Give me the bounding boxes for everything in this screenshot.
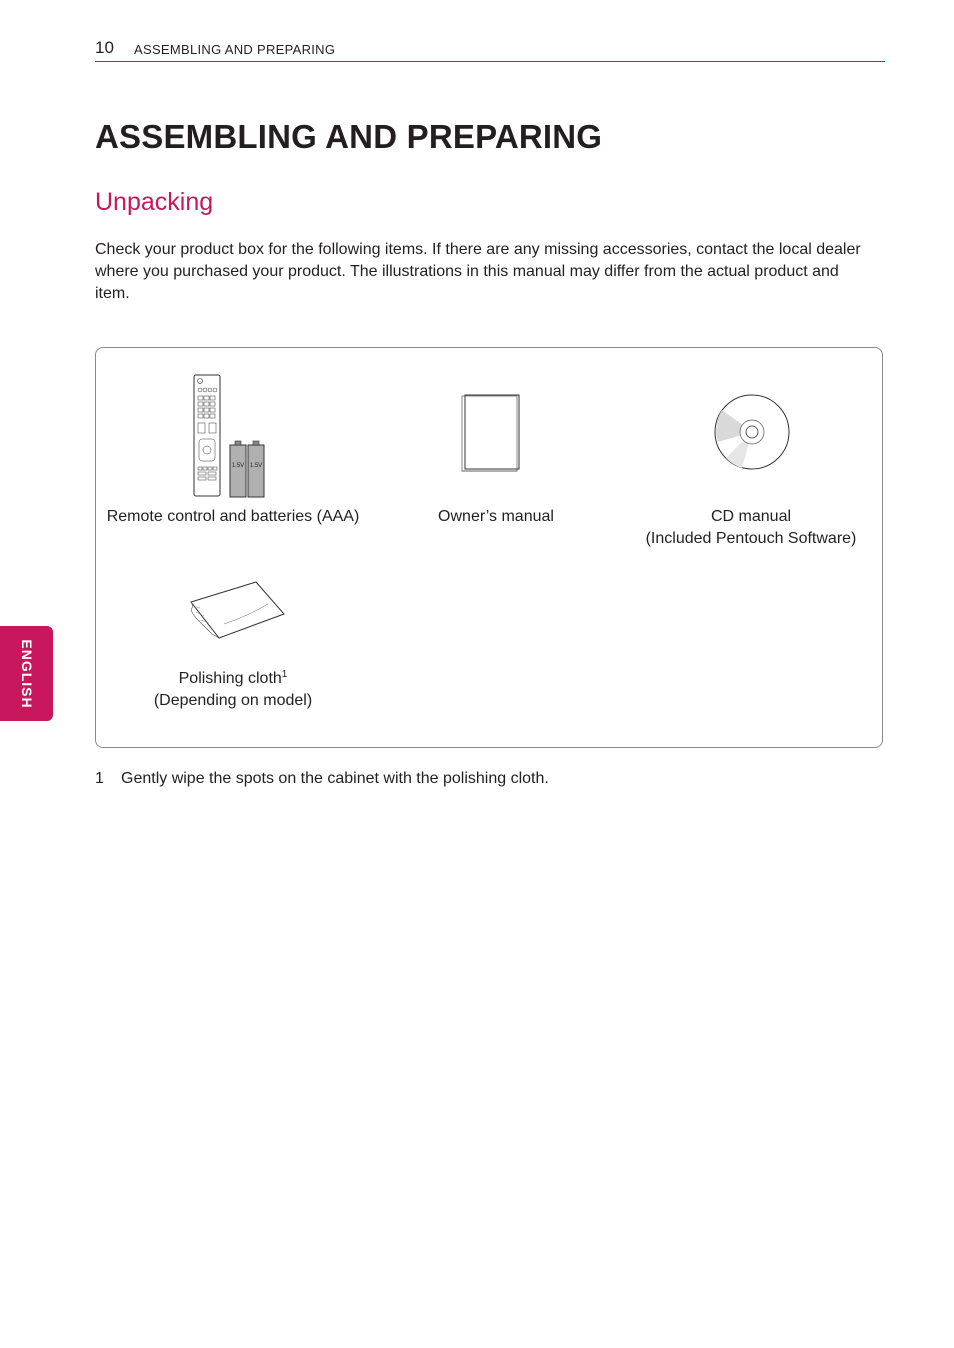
footnote — [95, 770, 549, 788]
section-title: Unpacking — [95, 188, 214, 216]
footnote-text: Gently wipe the spots on the cabinet with the polishing cloth. — [121, 770, 549, 787]
owners-manual-caption — [396, 506, 596, 528]
cd-disc-icon — [712, 392, 792, 472]
cd-manual-caption-line1: CD manual — [710, 508, 792, 525]
language-label: ENGLISH — [18, 638, 35, 709]
footnote-number: 1 — [95, 770, 104, 787]
footnote-marker: 1 — [281, 669, 288, 680]
header-rule — [95, 61, 885, 62]
polishing-cloth-icon — [188, 580, 286, 642]
owners-manual-caption-text: Owner’s manual — [438, 508, 554, 525]
polishing-cloth-caption — [120, 668, 346, 712]
battery-voltage-label: 1.5V — [231, 463, 245, 469]
polishing-cloth-caption-line2: (Depending on model) — [153, 692, 313, 709]
cd-manual-caption — [626, 506, 876, 550]
polishing-cloth-caption-line1: Polishing cloth — [178, 670, 282, 687]
cd-manual-caption-line2: (Included Pentouch Software) — [645, 530, 857, 547]
page-number: 10 — [95, 38, 114, 57]
language-side-tab — [0, 626, 53, 721]
page-header — [95, 38, 885, 62]
remote-control-caption — [96, 506, 370, 528]
accessories-box — [95, 347, 883, 748]
battery-voltage-label: 1.5V — [249, 463, 263, 469]
manual-book-icon — [459, 393, 521, 473]
intro-paragraph: Check your product box for the following items. If there are any missing accessories, contact the local dealer where you purchased your product. The illustrations in this manual may differ from the actual product and item. — [95, 241, 861, 302]
remote-control-batteries-icon — [192, 373, 274, 499]
page-title: ASSEMBLING AND PREPARING — [95, 118, 603, 155]
remote-control-caption-text: Remote control and batteries (AAA) — [106, 508, 360, 525]
running-head: ASSEMBLING AND PREPARING — [134, 42, 336, 57]
